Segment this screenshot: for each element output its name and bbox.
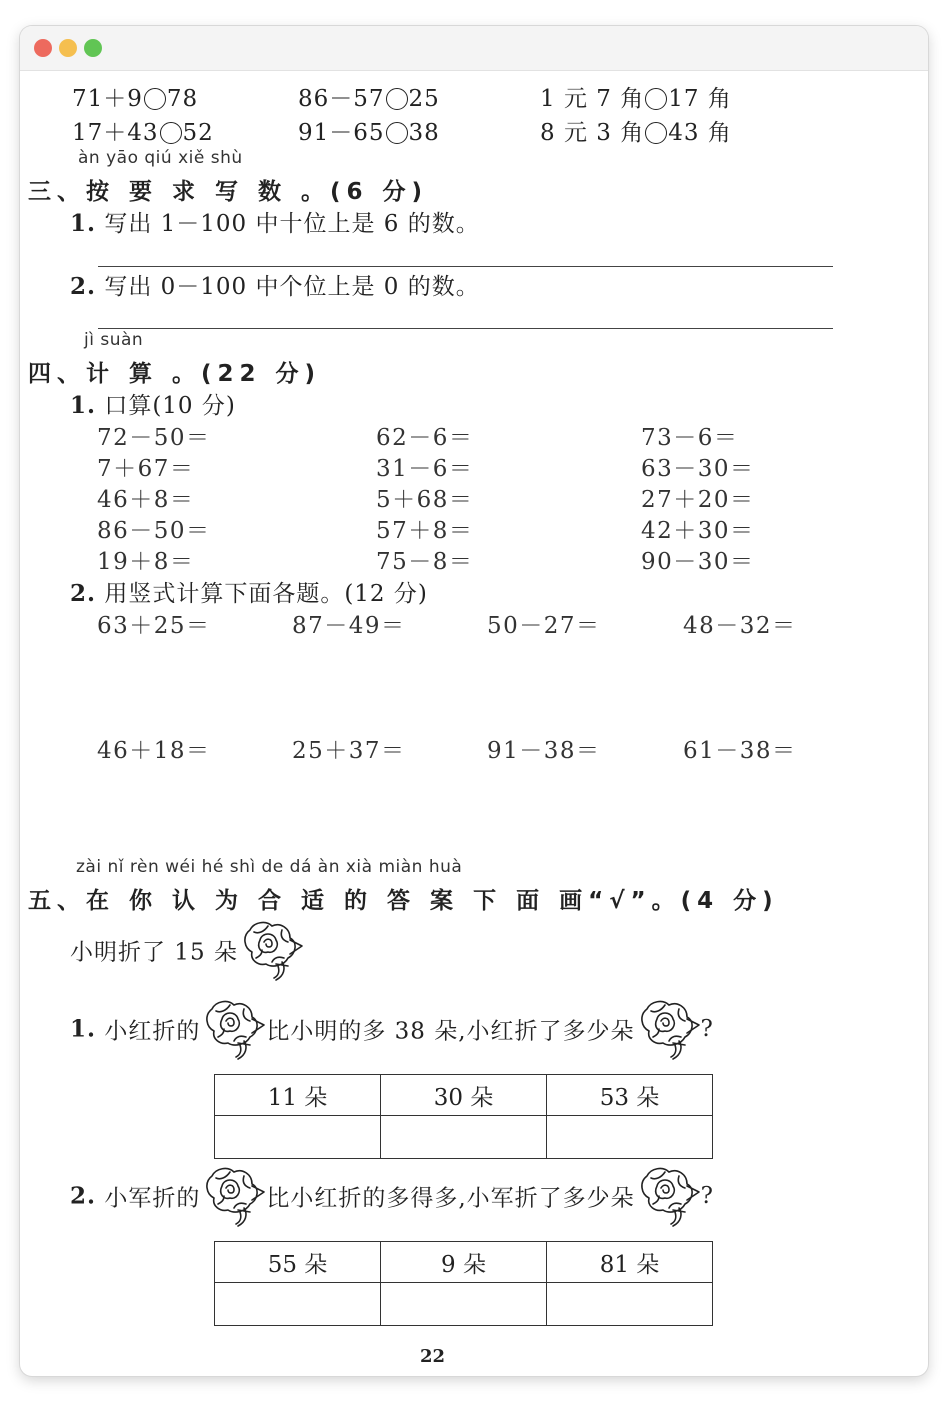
oral-problem: 73－6＝ [641, 425, 739, 451]
vertical-problem: 61－38＝ [683, 738, 797, 764]
compare-circle-blank[interactable] [386, 88, 408, 110]
compare-right: 38 [408, 120, 440, 146]
section3-question-2 [70, 268, 480, 301]
oral-problem: 27＋20＝ [641, 487, 755, 513]
compare-circle-blank[interactable] [645, 122, 667, 144]
question-number: 1. [70, 1015, 97, 1043]
question-text: 写出 1－100 中十位上是 6 的数。 [104, 211, 480, 237]
choice-option: 11 朵 [215, 1075, 381, 1116]
oral-problem: 46＋8＝ [97, 487, 195, 513]
section5-question-1 [70, 997, 714, 1061]
oral-problem: 63－30＝ [641, 456, 755, 482]
compare-right: 43 角 [668, 120, 732, 146]
section5-question-2 [70, 1164, 714, 1228]
choice-option: 55 朵 [215, 1242, 381, 1283]
check-cell[interactable] [381, 1283, 547, 1326]
question-number: 2. [70, 273, 97, 300]
compare-item [298, 114, 440, 147]
page-number: 22 [420, 1346, 446, 1367]
question-text: 用竖式计算下面各题。(12 分) [104, 581, 428, 607]
intro-text: 小明折了 15 朵 [70, 939, 238, 966]
compare-right: 25 [408, 86, 440, 112]
window-titlebar [20, 26, 928, 71]
rose-flower-icon [200, 1164, 266, 1228]
vertical-problem: 63＋25＝ [97, 613, 211, 639]
compare-right: 17 角 [668, 86, 732, 112]
section3-title: 三、按 要 求 写 数 。(6 分) [28, 179, 429, 205]
rose-flower-icon [238, 918, 304, 982]
question-mark: ? [700, 1183, 714, 1209]
vertical-problem: 91－38＝ [487, 738, 601, 764]
rose-flower-icon [635, 997, 701, 1061]
compare-circle-blank[interactable] [160, 122, 182, 144]
section5-intro [70, 918, 304, 982]
oral-problem: 86－50＝ [97, 518, 211, 544]
section3-question-1 [70, 205, 480, 238]
choice-option: 53 朵 [547, 1075, 713, 1116]
vertical-problem: 87－49＝ [292, 613, 406, 639]
section4-sub1 [70, 387, 236, 420]
compare-right: 78 [166, 86, 199, 112]
vertical-problem: 46＋18＝ [97, 738, 211, 764]
section4-sub2 [70, 575, 428, 608]
vertical-problem: 48－32＝ [683, 613, 797, 639]
compare-left: 17＋43 [72, 120, 159, 146]
choice-option: 30 朵 [381, 1075, 547, 1116]
compare-right: 52 [182, 120, 214, 146]
question-text: 口算(10 分) [104, 393, 236, 419]
oral-problem: 57＋8＝ [376, 518, 474, 544]
check-cell[interactable] [547, 1283, 713, 1326]
zoom-window-button[interactable] [84, 39, 102, 57]
question-text: 小军折的 [104, 1185, 201, 1212]
question-number: 2. [70, 580, 97, 607]
compare-left: 71＋9 [72, 86, 143, 112]
section5-title: 五、在 你 认 为 合 适 的 答 案 下 面 画“√”。(4 分) [28, 888, 779, 914]
compare-item [72, 80, 198, 113]
check-cell[interactable] [547, 1116, 713, 1159]
compare-item [540, 114, 732, 147]
section4-title: 四、计 算 。(22 分) [28, 361, 322, 387]
choice-option: 9 朵 [381, 1242, 547, 1283]
answer-line-1[interactable] [98, 266, 833, 267]
oral-problem: 19＋8＝ [97, 549, 195, 575]
vertical-problem: 50－27＝ [487, 613, 601, 639]
oral-problem: 42＋30＝ [641, 518, 755, 544]
compare-left: 86－57 [298, 86, 385, 112]
section3-pinyin: àn yāo qiú xiě shù [78, 148, 243, 168]
section5-pinyin: zài nǐ rèn wéi hé shì de dá àn xià miàn huà [76, 857, 463, 877]
compare-left: 1 元 7 角 [540, 86, 645, 112]
oral-problem: 31－6＝ [376, 456, 474, 482]
check-cell[interactable] [215, 1116, 381, 1159]
section4-pinyin: jì suàn [84, 330, 144, 350]
compare-item [540, 80, 732, 113]
question-text: 比小明的多 38 朵,小红折了多少朵 [266, 1018, 635, 1045]
question-mark: ? [700, 1016, 714, 1042]
compare-item [298, 80, 440, 113]
question-number: 1. [70, 392, 97, 419]
oral-problem: 7＋67＝ [97, 456, 195, 482]
compare-left: 91－65 [298, 120, 385, 146]
oral-problem: 5＋68＝ [376, 487, 474, 513]
question-text: 比小红折的多得多,小军折了多少朵 [266, 1185, 635, 1212]
compare-circle-blank[interactable] [645, 88, 667, 110]
choice-option: 81 朵 [547, 1242, 713, 1283]
compare-left: 8 元 3 角 [540, 120, 645, 146]
question-text: 写出 0－100 中个位上是 0 的数。 [104, 274, 480, 300]
oral-problem: 90－30＝ [641, 549, 755, 575]
answer-line-2[interactable] [98, 328, 833, 329]
question-number: 2. [70, 1182, 97, 1210]
rose-flower-icon [635, 1164, 701, 1228]
oral-problem: 62－6＝ [376, 425, 474, 451]
compare-circle-blank[interactable] [386, 122, 408, 144]
oral-problem: 75－8＝ [376, 549, 474, 575]
close-window-button[interactable] [34, 39, 52, 57]
answer-choice-table-2 [214, 1241, 713, 1326]
minimize-window-button[interactable] [59, 39, 77, 57]
check-cell[interactable] [215, 1283, 381, 1326]
answer-choice-table-1 [214, 1074, 713, 1159]
compare-circle-blank[interactable] [144, 88, 166, 110]
check-cell[interactable] [381, 1116, 547, 1159]
vertical-problem: 25＋37＝ [292, 738, 406, 764]
question-number: 1. [70, 210, 97, 237]
compare-item [72, 114, 214, 147]
question-text: 小红折的 [104, 1018, 201, 1045]
rose-flower-icon [200, 997, 266, 1061]
oral-problem: 72－50＝ [97, 425, 211, 451]
